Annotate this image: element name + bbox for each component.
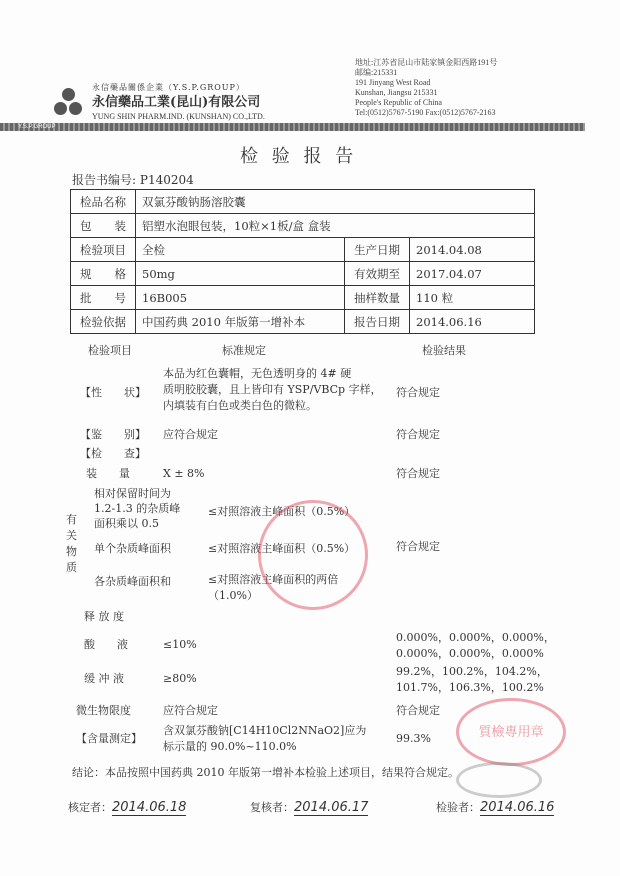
- result: [396, 664, 548, 696]
- line: 质明胶胶囊，且上皆印有 YSP/VBCp 字样，: [163, 383, 382, 396]
- cell: 报告日期: [345, 310, 410, 334]
- stamp-text: 質檢專用章: [478, 724, 544, 740]
- address-block: [355, 58, 497, 118]
- result: 符合规定: [396, 428, 440, 441]
- address-line: 邮编:215331: [355, 68, 398, 77]
- line: 0.000%，0.000%，0.000%，: [396, 631, 555, 644]
- address-line: 191 Jinyang West Road: [355, 78, 431, 87]
- item-label: 释 放 度: [84, 610, 124, 623]
- col-header: 检验项目: [88, 344, 132, 357]
- cell: 50mg: [136, 262, 345, 286]
- std-text: 应符合规定: [163, 428, 218, 441]
- cell: 抽样数量: [345, 286, 410, 310]
- col-header: 标准规定: [222, 344, 266, 357]
- item-label: 【鉴 别】: [80, 428, 146, 441]
- item-label: 单个杂质峰面积: [94, 542, 171, 555]
- cell: 全检: [136, 238, 345, 262]
- sig-label: 检验者：: [436, 801, 480, 814]
- cell: 包 装: [71, 214, 136, 238]
- address-line: Kunshan, Jiangsu 215331: [355, 88, 438, 97]
- gray-stamp: [456, 762, 542, 798]
- std-text: [163, 366, 382, 414]
- line: （1.0%）: [208, 589, 258, 602]
- std-text: X ± 8%: [163, 467, 205, 480]
- cell: 双氯芬酸钠肠溶胶囊: [136, 190, 535, 214]
- std-text: ≤10%: [163, 638, 197, 651]
- cell: 批 号: [71, 286, 136, 310]
- std-text: ≤对照溶液主峰面积（0.5%）: [208, 542, 356, 555]
- item-label: 缓 冲 液: [84, 672, 124, 685]
- result: [396, 630, 555, 662]
- std-text: ≥80%: [163, 672, 197, 685]
- item-label: [94, 486, 180, 531]
- line: 1.2-1.3 的杂质峰: [94, 502, 181, 515]
- result: 符合规定: [396, 704, 440, 717]
- cell: 中国药典 2010 年版第一增补本: [136, 310, 345, 334]
- cell: 有效期至: [345, 262, 410, 286]
- item-label: 【性 状】: [80, 386, 146, 399]
- cell: 110 粒: [410, 286, 535, 310]
- related-label: 有关物质: [66, 513, 77, 574]
- cell: 规 格: [71, 262, 136, 286]
- report-no: P140204: [139, 173, 194, 187]
- line: 99.2%，100.2%，104.2%，: [396, 665, 548, 678]
- cell: 2017.04.07: [410, 262, 535, 286]
- conclusion: 结论：本品按照中国药典 2010 年版第一增补本检验上述项目，结果符合规定。: [72, 766, 459, 779]
- sig-label: 核定者：: [68, 801, 112, 814]
- address-line: Tel:(0512)5767-5190 Fax:(0512)5767-2163: [355, 108, 496, 117]
- col-header: 检验结果: [422, 344, 466, 357]
- info-table: [70, 189, 535, 334]
- cell: 2014.04.08: [410, 238, 535, 262]
- cell: 检验项目: [71, 238, 136, 262]
- line: 0.000%，0.000%，0.000%: [396, 647, 544, 660]
- cell: 16B005: [136, 286, 345, 310]
- header-band: [0, 123, 585, 131]
- line: 101.7%，106.3%，100.2%: [396, 681, 544, 694]
- std-text: 应符合规定: [163, 704, 218, 717]
- line: 本品为红色囊帽，无色透明身的 4# 硬: [163, 367, 352, 380]
- item-label: 微生物限度: [76, 704, 131, 717]
- std-text: [163, 723, 366, 755]
- cell: 检验依据: [71, 310, 136, 334]
- band-text: Y.S.P.GROUP: [18, 124, 56, 130]
- group-line: 永信藥品關係企業（Y.S.P.GROUP）: [92, 83, 245, 92]
- item-label: 各杂质峰面积和: [94, 575, 171, 588]
- item-label: 酸 液: [84, 638, 128, 651]
- std-text: ≤对照溶液主峰面积（0.5%）: [208, 505, 356, 518]
- qc-stamp: [456, 698, 566, 766]
- item-label: 装 量: [86, 467, 130, 480]
- company-name-en: YUNG SHIN PHARM.IND. (KUNSHAN) CO.,LTD.: [92, 112, 265, 121]
- line: 含双氯芬酸钠[C14H10Cl2NNaO2]应为: [163, 724, 367, 737]
- cell: 生产日期: [345, 238, 410, 262]
- line: ≤对照溶液主峰面积的两倍: [208, 573, 339, 586]
- result: 符合规定: [396, 540, 440, 553]
- line: 面积乘以 0.5: [94, 517, 159, 530]
- line: 标示量的 90.0%~110.0%: [163, 740, 297, 753]
- report-no-label: 报告书编号:: [72, 173, 137, 187]
- result: 99.3%: [396, 732, 431, 745]
- red-seal: [258, 500, 368, 610]
- item-label: 【含量测定】: [76, 732, 142, 745]
- line: 内填装有白色或类白色的微粒。: [163, 399, 317, 412]
- page-title: 检 验 报 告: [240, 146, 358, 167]
- cell: 铝塑水泡眼包装，10粒×1板/盒 盒装: [136, 214, 535, 238]
- sig-label: 复核者：: [250, 801, 294, 814]
- address-line: 地址:江苏省昆山市陆家镇金阳西路191号: [355, 58, 498, 67]
- result: 符合规定: [396, 386, 440, 399]
- signature-inspector: 2014.06.16: [480, 800, 555, 815]
- cell: 检品名称: [71, 190, 136, 214]
- result: 符合规定: [396, 467, 440, 480]
- company-logo: [52, 88, 86, 122]
- line: 相对保留时间为: [94, 487, 171, 500]
- signature-approver: 2014.06.18: [112, 800, 187, 815]
- address-line: People's Republic of China: [355, 98, 442, 107]
- item-label: 【检 查】: [80, 447, 146, 460]
- signature-reviewer: 2014.06.17: [294, 800, 369, 815]
- company-name-cn: 永信藥品工業(昆山)有限公司: [92, 95, 261, 110]
- cell: 2014.06.16: [410, 310, 535, 334]
